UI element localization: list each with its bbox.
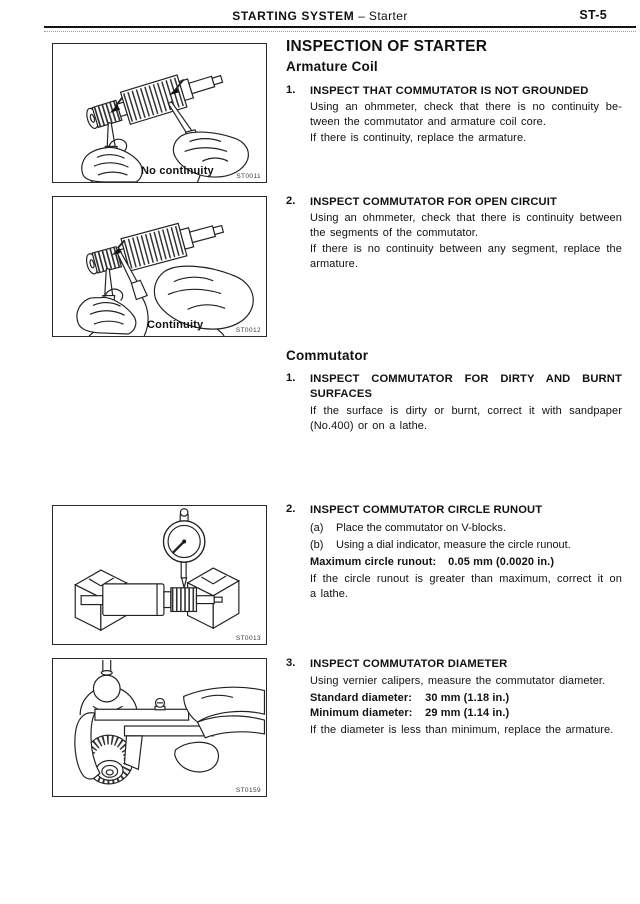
paragraph: If the circle runout is greater than maximum, correct it on a lathe. [310,573,622,600]
spec-label: Standard diameter: [310,692,413,704]
figure-code: ST0159 [235,787,261,794]
spec-label: Maximum circle runout: [310,556,437,568]
figure-caption: No continuity [141,165,214,177]
figure-commutator-open-circuit-test [52,196,267,337]
step-label: (b) [310,539,324,551]
item-number: 2. [286,503,296,515]
armature-end-drawing [80,660,137,715]
armature-drawing [83,63,227,136]
figure-caption: Continuity [147,319,204,331]
step-label: (a) [310,522,324,534]
item-title-circle-runout: INSPECT COMMUTATOR CIRCLE RUNOUT [310,504,543,516]
paragraph: Using an ohmmeter, check that there is no continuity be- tween the commutator and armature coil core. [310,101,622,128]
page-number: ST-5 [579,8,607,22]
item-number: 3. [286,657,296,669]
item-title-commutator-not-grounded: INSPECT THAT COMMUTATOR IS NOT GROUNDED [310,85,589,97]
spec-value: 0.05 mm (0.0020 in.) [448,556,555,568]
figure-circle-runout-measurement [52,505,267,645]
step-a [310,521,622,536]
page-header [0,9,640,23]
step-text: Using a dial indicator, measure the circle runout. [336,539,571,551]
step-text: Place the commutator on V-blocks. [336,522,506,534]
figure-code: ST0013 [235,635,261,642]
paragraph: If the surface is dirty or burnt, correct it with sandpaper (No.400) or on a lathe. [310,405,622,432]
header-subtitle: – Starter [358,9,408,23]
item-number: 1. [286,372,296,384]
figure-code: ST0011 [236,173,261,180]
header-system-title: STARTING SYSTEM [232,9,355,23]
spec-standard-diameter [310,691,622,706]
commutator-continuity-illustration [53,197,266,336]
spec-label: Minimum diameter: [310,707,413,719]
spec-value: 29 mm (1.14 in.) [425,707,510,719]
figure-code: ST0012 [235,327,261,334]
header-rule [44,26,636,28]
spec-minimum-diameter [310,706,622,721]
spec-value: 30 mm (1.18 in.) [425,692,510,704]
paragraph: If there is no continuity between any segment, replace the armature. [310,243,622,270]
item-title-open-circuit: INSPECT COMMUTATOR FOR OPEN CIRCUIT [310,196,558,208]
paragraph: Using an ohmmeter, check that there is continuity between the segments of the commutator. [310,212,622,239]
paragraph: If there is continuity, replace the armature. [310,132,527,144]
section-title: INSPECTION OF STARTER [286,38,488,55]
vernier-caliper-illustration [53,659,266,796]
spec-maximum-circle-runout [310,555,622,570]
subsection-commutator: Commutator [286,348,369,363]
subsection-armature-coil: Armature Coil [286,59,378,74]
figure-diameter-measurement [52,658,267,797]
item-title-dirty-burnt-surfaces: INSPECT COMMUTATOR FOR DIRTY AND BURNT SURFACES [310,373,622,400]
figure-armature-ground-test [52,43,267,183]
item-number: 2. [286,195,296,207]
step-b [310,538,622,553]
header-rule-shadow [44,31,636,32]
item-number: 1. [286,84,296,96]
paragraph: If the diameter is less than minimum, replace the armature. [310,724,614,736]
paragraph: Using vernier calipers, measure the commutator diameter. [310,675,606,687]
item-title-commutator-diameter: INSPECT COMMUTATOR DIAMETER [310,658,508,670]
armature-ground-test-illustration [53,44,266,182]
dial-indicator-illustration [53,506,266,644]
